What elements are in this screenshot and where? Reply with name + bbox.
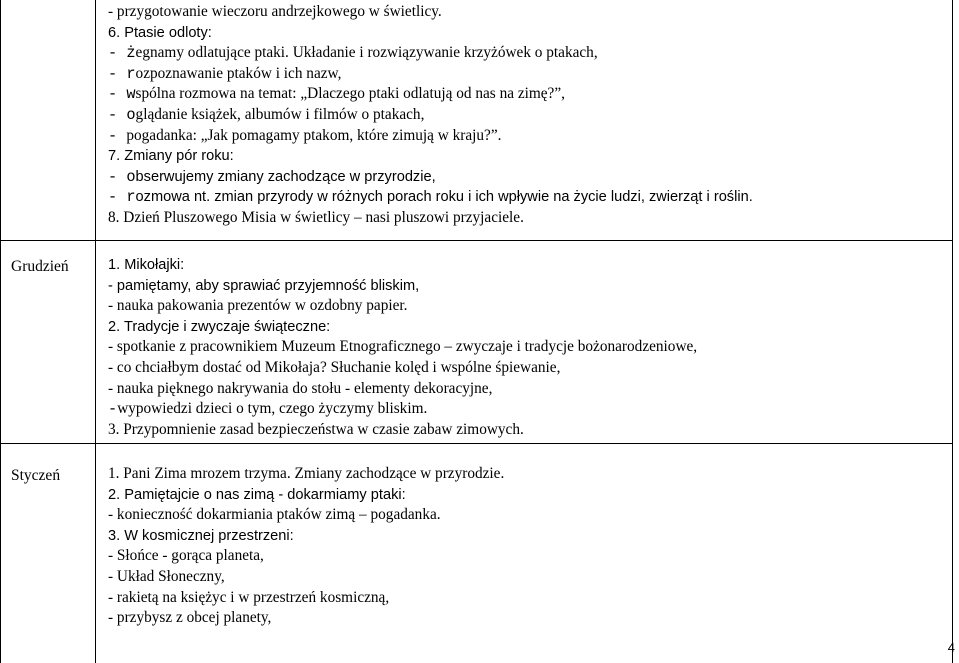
activity-text: 8. Dzień Pluszowego Misia w świetlicy – nasi pluszowi przyjaciele.	[108, 208, 524, 226]
table-border-left	[0, 0, 1, 663]
activity-line	[108, 276, 948, 297]
activity-text: - w	[108, 85, 136, 104]
activity-line	[108, 208, 948, 229]
activity-text: 1. Pani Zima mrozem trzyma. Zmiany zachodzące w przyrodzie.	[108, 465, 505, 482]
activity-line	[108, 43, 948, 64]
month-label-december: Grudzień	[11, 258, 69, 275]
activity-text: - spotkanie z pracownikiem Muzeum Etnograficznego – zwyczaje i tradycje bożonarodzeniowe,	[108, 338, 698, 356]
activity-text: - ż	[108, 44, 136, 63]
activity-text: 2. Tradycje i zwyczaje świąteczne:	[108, 318, 331, 335]
activity-line	[108, 23, 948, 44]
activity-text: 1. Mikołajki:	[108, 257, 185, 273]
activity-line	[108, 485, 948, 506]
december-activities	[108, 255, 948, 440]
activity-text: 3. Przypomnienie zasad bezpieczeństwa w czasie zabaw zimowych.	[108, 420, 524, 438]
activity-text: - co chciałbym dostać od Mikołaja? Słuchanie kolęd i wspólne śpiewanie,	[108, 358, 561, 376]
activity-line	[108, 296, 948, 317]
activity-line	[108, 399, 948, 420]
table-column-divider	[95, 0, 96, 663]
activity-text: - r	[108, 64, 136, 83]
january-activities	[108, 464, 948, 629]
activity-line	[108, 379, 948, 400]
activity-text: - konieczność dokarmiania ptaków zimą – pogadanka.	[108, 506, 441, 524]
activity-line	[108, 358, 948, 379]
page-number: 4	[947, 640, 955, 655]
activity-line	[108, 146, 948, 167]
activity-text: - o	[108, 105, 136, 124]
activity-text: - Słońce - gorąca planeta,	[108, 547, 264, 565]
activity-text: 3. W kosmicznej przestrzeni:	[108, 527, 294, 544]
activity-text: ozpoznawanie ptaków i ich nazw,	[135, 64, 342, 82]
activity-line	[108, 505, 948, 526]
activity-line	[108, 317, 948, 338]
activity-text: - r	[108, 188, 136, 207]
activity-line	[108, 167, 948, 188]
activity-text: -	[108, 400, 118, 419]
activity-line	[108, 2, 948, 23]
activity-line	[108, 526, 948, 547]
activity-text: -	[108, 126, 127, 145]
activity-text: ozmowa nt. zmian przyrody w różnych porach roku i ich wpływie na życie ludzi, zwierząt i roślin.	[135, 189, 753, 206]
activity-text: - rakietą na księżyc i w przestrzeń kosmiczną,	[108, 588, 390, 606]
activity-text: bserwujemy zmiany zachodzące w przyrodzie,	[135, 168, 436, 185]
activity-text: 6. Ptasie odloty:	[108, 24, 212, 41]
activity-line	[108, 187, 948, 208]
row-divider-january	[0, 443, 953, 444]
activity-text: - nauka pięknego nakrywania do stołu - elementy dekoracyjne,	[108, 379, 493, 397]
activity-text: - przybysz z obcej planety,	[108, 609, 272, 627]
activity-text: glądanie książek, albumów i filmów o ptakach,	[135, 105, 425, 123]
activity-line	[108, 420, 948, 441]
activity-text: - przygotowanie wieczoru andrzejkowego w świetlicy.	[108, 3, 442, 20]
activity-line	[108, 337, 948, 358]
activity-line	[108, 546, 948, 567]
activity-text: spólna rozmowa na temat: „Dlaczego ptaki odlatują od nas na zimę?”,	[135, 85, 565, 103]
activity-line	[108, 84, 948, 105]
activity-line	[108, 105, 948, 126]
activity-text: 2. Pamiętajcie o nas zimą - dokarmiamy ptaki:	[108, 486, 406, 503]
activity-text: - Układ Słoneczny,	[108, 567, 225, 585]
activity-text: - o	[108, 167, 136, 186]
table-border-right	[952, 0, 953, 663]
activity-line	[108, 464, 948, 485]
activity-text: - nauka pakowania prezentów w ozdobny papier.	[108, 297, 408, 315]
activity-line	[108, 567, 948, 588]
activity-line	[108, 588, 948, 609]
month-label-january: Styczeń	[11, 467, 61, 484]
activity-text: - pamiętamy, aby sprawiać przyjemność bliskim,	[108, 277, 420, 294]
activity-text: egnamy odlatujące ptaki. Układanie i rozwiązywanie krzyżówek o ptakach,	[135, 44, 598, 62]
activity-line	[108, 126, 948, 147]
row-divider-december	[0, 240, 953, 241]
activity-line	[108, 64, 948, 85]
activity-line	[108, 255, 948, 276]
november-activities	[108, 2, 948, 229]
activity-text: wypowiedzi dzieci o tym, czego życzymy bliskim.	[117, 400, 428, 418]
activity-text: 7. Zmiany pór roku:	[108, 148, 234, 165]
activity-text: pogadanka: „Jak pomagamy ptakom, które zimują w kraju?”.	[126, 126, 502, 144]
activity-line	[108, 608, 948, 629]
